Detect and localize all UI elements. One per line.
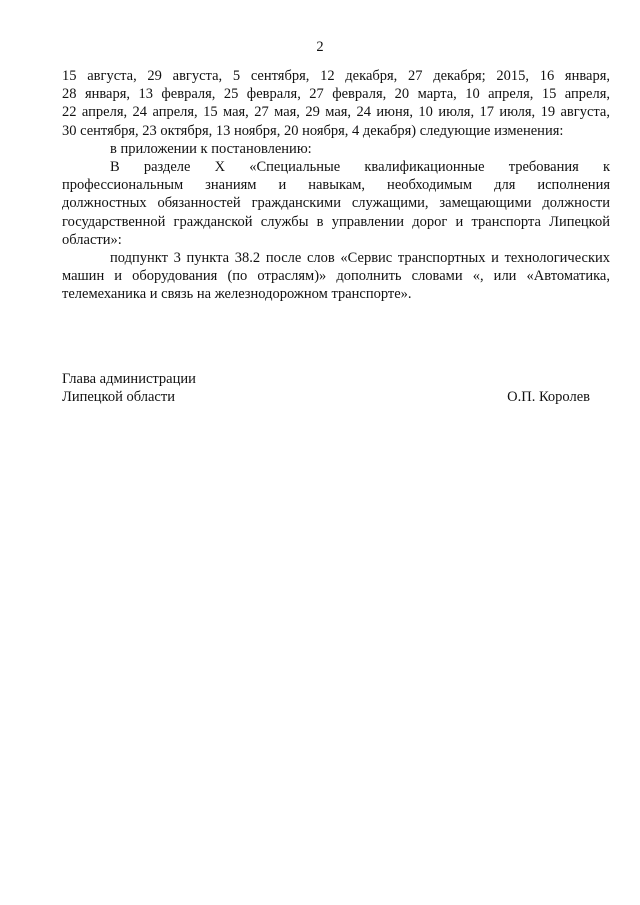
signature-row bbox=[62, 388, 590, 406]
subitem-line: машин и оборудования (по отраслям)» дополнить словами «, или «Автоматика, bbox=[62, 268, 610, 285]
intro-line: 22 апреля, 24 апреля, 15 мая, 27 мая, 29 мая, 24 июня, 10 июля, 17 июля, 19 августа, bbox=[62, 104, 610, 121]
section-line: должностных обязанностей гражданскими служащими, замещающими должности bbox=[62, 195, 610, 212]
signatory-name: О.П. Королев bbox=[507, 389, 590, 406]
appendix-line: в приложении к постановлению: bbox=[110, 140, 312, 157]
section-line: области»: bbox=[62, 231, 122, 248]
signatory-position-line1: Глава администрации bbox=[62, 371, 196, 387]
intro-line: 28 января, 13 февраля, 25 февраля, 27 февраля, 20 марта, 10 апреля, 15 апреля, bbox=[62, 86, 610, 103]
subitem-line: телемеханика и связь на железнодорожном транспорте». bbox=[62, 286, 412, 303]
document-body bbox=[62, 67, 610, 304]
intro-line: 15 августа, 29 августа, 5 сентября, 12 декабря, 27 декабря; 2015, 16 января, bbox=[62, 68, 610, 84]
section-line: В разделе X «Специальные квалификационные требования к bbox=[110, 159, 610, 176]
page-number: 2 bbox=[316, 39, 324, 55]
section-line: профессиональным знаниям и навыкам, необходимым для исполнения bbox=[62, 177, 610, 194]
intro-line: 30 сентября, 23 октября, 13 ноября, 20 ноября, 4 декабря) следующие изменения: bbox=[62, 122, 564, 139]
subitem-line: подпункт 3 пункта 38.2 после слов «Сервис транспортных и технологических bbox=[110, 250, 610, 267]
signature-block bbox=[62, 370, 590, 406]
section-line: государственной гражданской службы в управлении дорог и транспорта Липецкой bbox=[62, 213, 610, 230]
signatory-position-line2: Липецкой области bbox=[62, 389, 175, 406]
